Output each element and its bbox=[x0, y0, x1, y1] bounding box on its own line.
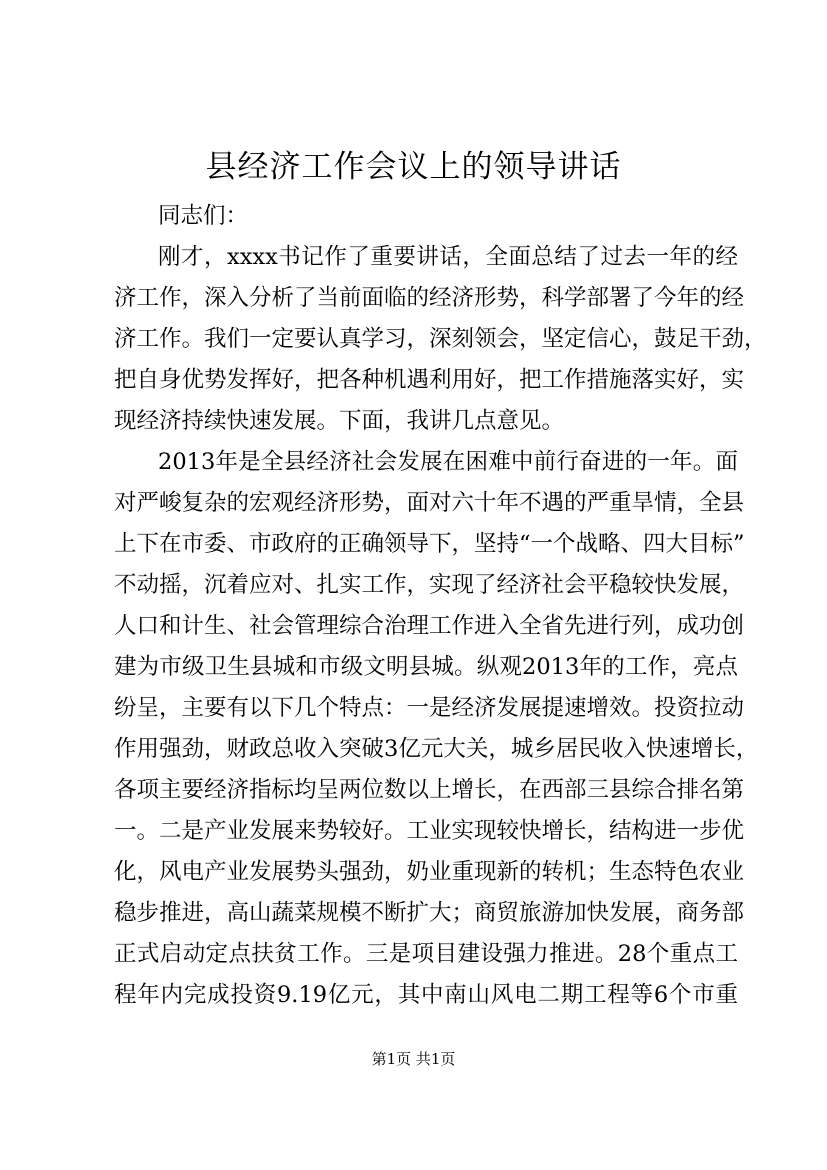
text-line: 稳步推进，高山蔬菜规模不断扩大；商贸旅游加快发展，商务部 bbox=[114, 900, 745, 926]
text-line: 把自身优势发挥好，把各种机遇利用好，把工作措施落实好，实 bbox=[114, 367, 745, 393]
text-line: 建为市级卫生县城和市级文明县城。纵观2013年的工作，亮点 bbox=[114, 654, 738, 680]
text-line: 人口和计生、社会管理综合治理工作进入全省先进行列，成功创 bbox=[114, 613, 745, 639]
text-line: 对严峻复杂的宏观经济形势，面对六十年不遇的严重旱情，全县 bbox=[114, 490, 745, 516]
text-line: 不动摇，沉着应对、扎实工作，实现了经济社会平稳较快发展， bbox=[114, 572, 745, 598]
text-line: 作用强劲，财政总收入突破3亿元大关，城乡居民收入快速增长， bbox=[114, 736, 759, 762]
salutation: 同志们： bbox=[158, 203, 249, 229]
text-line: 上下在市委、市政府的正确领导下，坚持“一个战略、四大目标” bbox=[114, 531, 745, 557]
text-line: 各项主要经济指标均呈两位数以上增长，在西部三县综合排名第 bbox=[114, 777, 745, 803]
text-line: 纷呈，主要有以下几个特点：一是经济发展提速增效。投资拉动 bbox=[114, 695, 745, 721]
text-line: 化，风电产业发展势头强劲，奶业重现新的转机；生态特色农业 bbox=[114, 859, 745, 885]
document-title: 县经济工作会议上的领导讲话 bbox=[205, 149, 622, 185]
text-line: 一。二是产业发展来势较好。工业实现较快增长，结构进一步优 bbox=[114, 818, 745, 844]
text-line: 现经济持续快速发展。下面，我讲几点意见。 bbox=[114, 408, 565, 434]
text-line: 正式启动定点扶贫工作。三是项目建设强力推进。28个重点工 bbox=[114, 941, 738, 967]
text-line: 刚才，xxxx书记作了重要讲话，全面总结了过去一年的经 bbox=[158, 244, 738, 270]
text-line: 2013年是全县经济社会发展在困难中前行奋进的一年。面 bbox=[158, 449, 738, 475]
text-line: 济工作。我们一定要认真学习，深刻领会，坚定信心，鼓足干劲， bbox=[114, 326, 767, 352]
text-line: 济工作，深入分析了当前面临的经济形势，科学部署了今年的经 bbox=[114, 285, 745, 311]
text-line: 程年内完成投资9.19亿元，其中南山风电二期工程等6个市重 bbox=[114, 982, 738, 1008]
page-footer: 第1页 共1页 bbox=[371, 1050, 456, 1068]
